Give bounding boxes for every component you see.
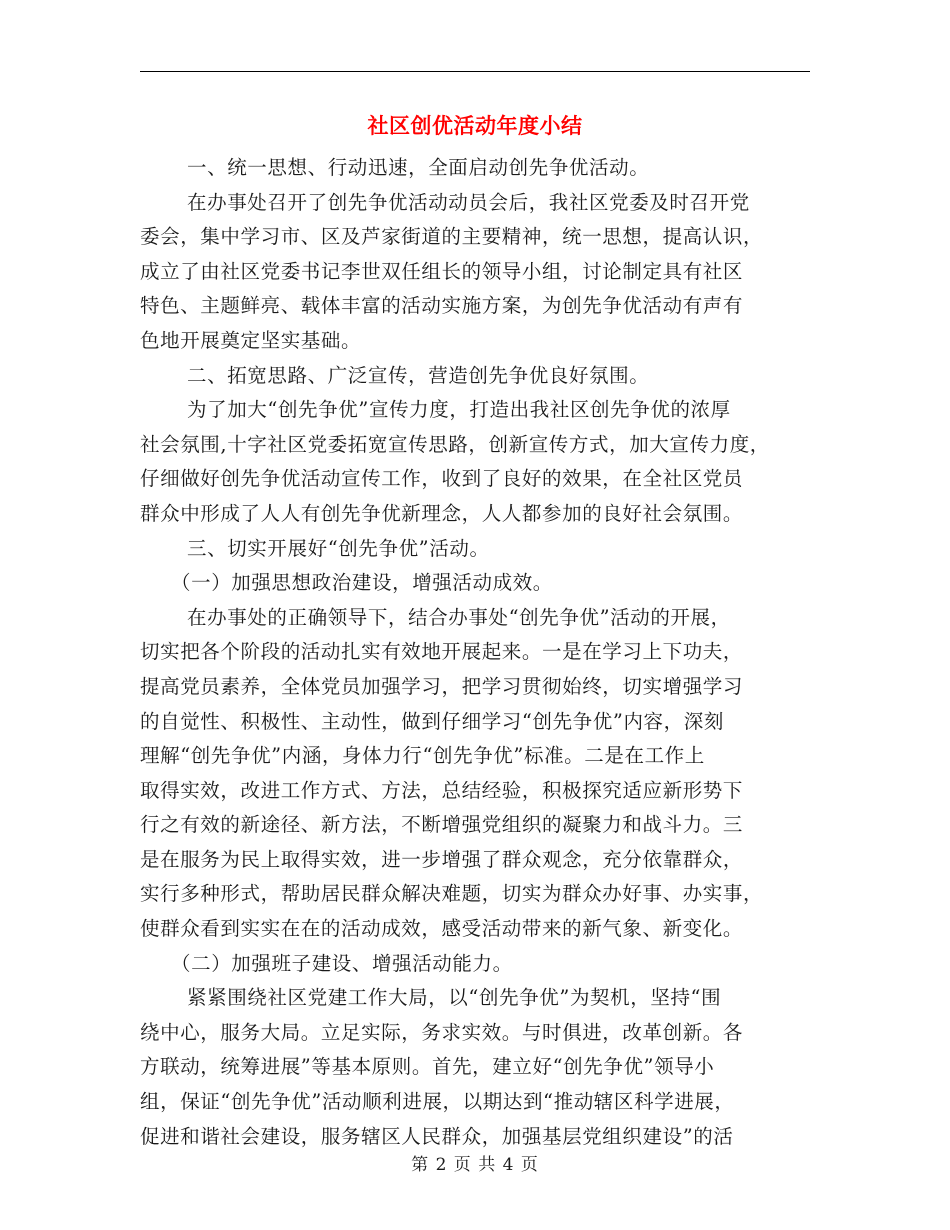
- text-line: 群众中形成了人人有创先争优新理念，人人都参加的良好社会氛围。: [140, 501, 744, 525]
- text-line: 紧紧围绕社区党建工作大局，以“创先争优”为契机，坚持“围: [187, 986, 722, 1010]
- text-line: 提高党员素养，全体党员加强学习，把学习贯彻始终，切实增强学习: [140, 674, 744, 698]
- text-line: 促进和谐社会建设，服务辖区人民群众，加强基层党组织建设”的活: [140, 1124, 734, 1148]
- text-line: 社会氛围,十字社区党委拓宽宣传思路，创新宣传方式，加大宣传力度，: [140, 432, 770, 456]
- text-line: 仔细做好创先争优活动宣传工作，收到了良好的效果，在全社区党员: [140, 467, 744, 491]
- text-line: 一、统一思想、行动迅速，全面启动创先争优活动。: [187, 156, 650, 179]
- text-line: 为了加大“创先争优”宣传力度，打造出我社区创先争优的浓厚: [187, 398, 731, 422]
- text-line: 特色、主题鲜亮、载体丰富的活动实施方案，为创先争优活动有声有: [140, 294, 744, 318]
- text-line: 在办事处召开了创先争优活动动员会后，我社区党委及时召开党: [187, 190, 750, 214]
- text-line: 使群众看到实实在在的活动成效，感受活动带来的新气象、新变化。: [140, 917, 744, 941]
- text-line: 取得实效，改进工作方式、方法，总结经验，积极探究适应新形势下: [140, 778, 744, 802]
- text-line: （一）加强思想政治建设，增强活动成效。: [171, 571, 553, 595]
- text-line: 的自觉性、积极性、主动性，做到仔细学习“创先争优”内容，深刻: [140, 709, 724, 733]
- document-title: 社区创优活动年度小结: [367, 113, 583, 138]
- page-number: 第 2 页 共 4 页: [411, 1155, 539, 1175]
- text-line: 绕中心，服务大局。立足实际，务求实效。与时俱进，改革创新。各: [140, 1020, 744, 1044]
- text-line: （二）加强班子建设、增强活动能力。: [171, 951, 513, 975]
- text-line: 三、切实开展好“创先争优”活动。: [187, 536, 490, 560]
- text-line: 二、拓宽思路、广泛宣传，营造创先争优良好氛围。: [187, 363, 650, 387]
- text-line: 理解“创先争优”内涵，身体力行“创先争优”标准。二是在工作上: [140, 744, 705, 768]
- text-line: 是在服务为民上取得实效，进一步增强了群众观念，充分依靠群众，: [140, 847, 744, 871]
- text-line: 切实把各个阶段的活动扎实有效地开展起来。一是在学习上下功夫，: [140, 640, 744, 664]
- header-rule: [140, 71, 810, 72]
- text-line: 行之有效的新途径、新方法，不断增强党组织的凝聚力和战斗力。三: [140, 813, 744, 837]
- document-body: [140, 151, 815, 1154]
- text-line: 组，保证“创先争优”活动顺利进展，以期达到“推动辖区科学进展，: [140, 1090, 735, 1114]
- text-line: 成立了由社区党委书记李世双任组长的领导小组，讨论制定具有社区: [140, 259, 744, 283]
- text-line: 实行多种形式，帮助居民群众解决难题，切实为群众办好事、办实事，: [140, 882, 764, 906]
- text-line: 在办事处的正确领导下，结合办事处“创先争优”活动的开展，: [187, 605, 731, 629]
- text-line: 方联动，统筹进展”等基本原则。首先，建立好“创先争优”领导小: [140, 1055, 715, 1079]
- text-line: 委会，集中学习市、区及芦家街道的主要精神，统一思想，提高认识，: [140, 225, 764, 249]
- text-line: 色地开展奠定坚实基础。: [140, 328, 362, 352]
